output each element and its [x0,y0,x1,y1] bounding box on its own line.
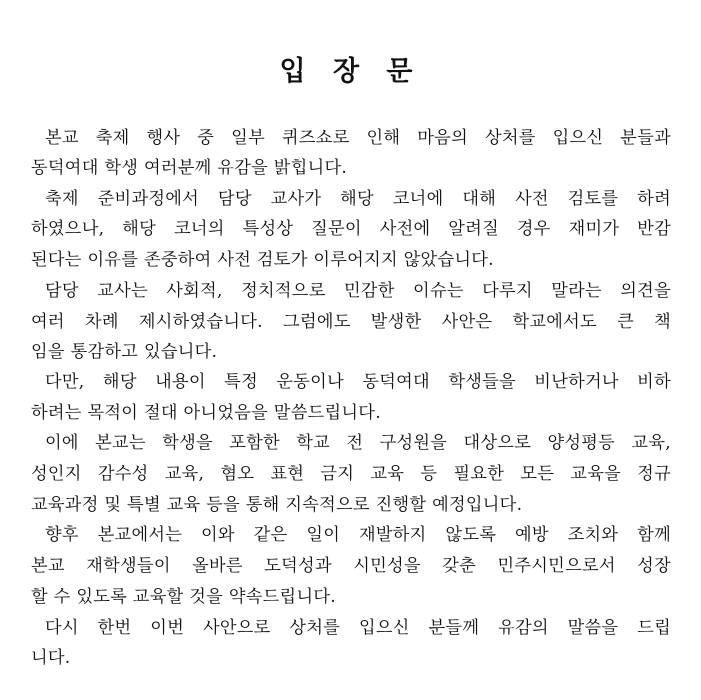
paragraph-5-line-2: 성인지 감수성 교육, 혐오 표현 금지 교육 등 필요한 모든 교육을 정규 [31,464,671,484]
paragraph-6-line-3: 할 수 있도록 교육할 것을 약속드립니다. [31,587,337,607]
paragraph-3-line-1: 담당 교사는 사회적, 정치적으로 민감한 이슈는 다루지 말라는 의견을 [45,281,671,301]
paragraph-7-line-2: 니다. [31,648,71,668]
paragraph-1-line-2: 동덕여대 학생 여러분께 유감을 밝힙니다. [31,158,348,178]
paragraph-7-line-1: 다시 한번 이번 사안으로 상처를 입으신 분들께 유감의 말씀을 드립 [45,618,671,638]
paragraph-4-line-2: 하려는 목적이 절대 아니었음을 말씀드립니다. [31,403,381,423]
paragraph-6-line-2: 본교 재학생들이 올바른 도덕성과 시민성을 갖춘 민주시민으로서 성장 [31,556,671,576]
paragraph-2-line-2: 하였으나, 해당 코너의 특성상 질문이 사전에 알려질 경우 재미가 반감 [31,219,671,239]
paragraph-2-line-3: 된다는 이유를 존중하여 사전 검토가 이루어지지 않았습니다. [31,250,494,270]
paragraph-3-line-3: 임을 통감하고 있습니다. [31,342,218,362]
paragraph-4-line-1: 다만, 해당 내용이 특정 운동이나 동덕여대 학생들을 비난하거나 비하 [45,372,671,392]
paragraph-2-line-1: 축제 준비과정에서 담당 교사가 해당 코너에 대해 사전 검토를 하려 [45,189,671,209]
paragraph-3-line-2: 여러 차례 제시하였습니다. 그럼에도 발생한 사안은 학교에서도 큰 책 [31,312,671,332]
paragraph-5-line-3: 교육과정 및 특별 교육 등을 통해 지속적으로 진행할 예정입니다. [31,495,523,515]
paragraph-5-line-1: 이에 본교는 학생을 포함한 학교 전 구성원을 대상으로 양성평등 교육, [45,433,671,453]
paragraph-1-line-1: 본교 축제 행사 중 일부 퀴즈쇼로 인해 마음의 상처를 입으신 분들과 [45,128,671,148]
paragraph-6-line-1: 향후 본교에서는 이와 같은 일이 재발하지 않도록 예방 조치와 함께 [45,525,671,545]
document-title: 입 장 문 [279,56,422,87]
